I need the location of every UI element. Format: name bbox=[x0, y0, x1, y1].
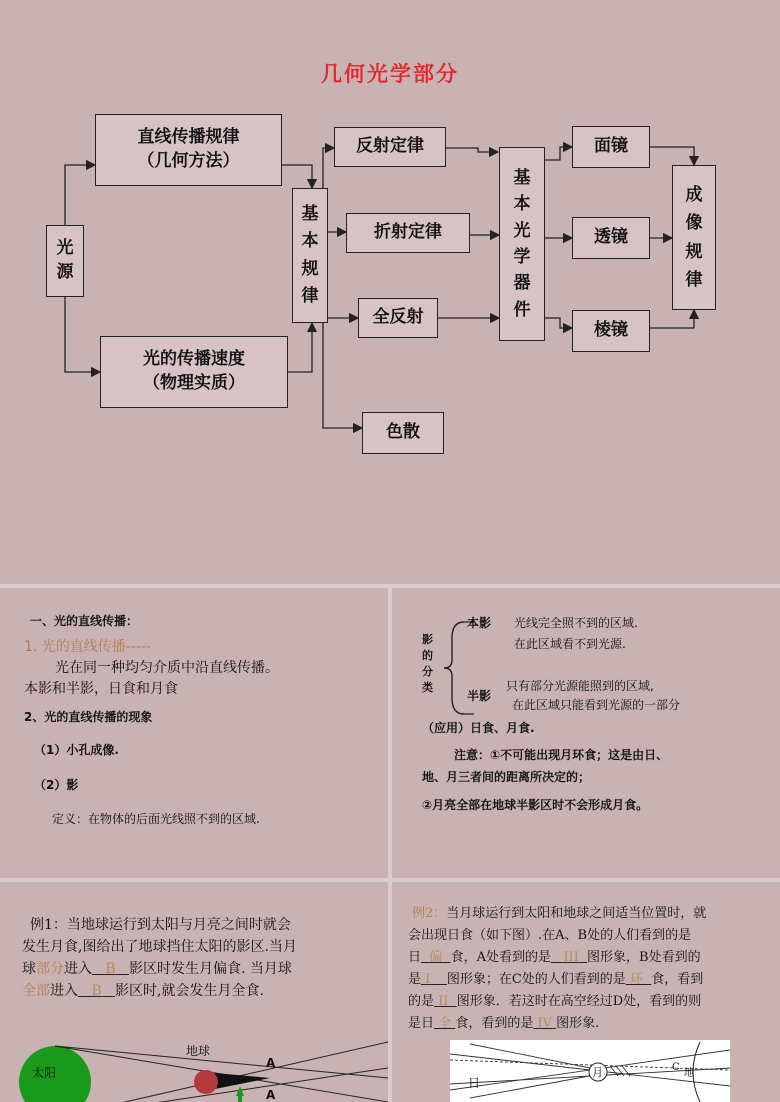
definition-line: 光在同一种均匀介质中沿直线传播。 bbox=[55, 660, 279, 676]
umbra-label: 本影 bbox=[467, 616, 492, 630]
penumbra-label: 半影 bbox=[467, 689, 492, 703]
example-2-panel bbox=[392, 882, 780, 1102]
prism-box bbox=[572, 310, 650, 352]
instruments-char: 光 bbox=[513, 220, 531, 241]
straight-propagation-panel bbox=[0, 588, 388, 878]
example1-line-2: 发生月食,图给出了地球挡住太阳的影区.当月 bbox=[22, 939, 297, 955]
basic-law-char: 律 bbox=[301, 285, 319, 306]
shadow-definition: 定义：在物体的后面光线照不到的区域. bbox=[52, 812, 260, 826]
c-label: C bbox=[672, 1062, 680, 1073]
label-a-lower: A bbox=[266, 1088, 276, 1102]
answer: 环 bbox=[629, 972, 643, 987]
example-1-panel bbox=[0, 882, 388, 1102]
text: 球 bbox=[22, 961, 36, 977]
instruments-char: 基 bbox=[513, 167, 531, 188]
umbra-desc-2: 在此区域看不到光源. bbox=[514, 637, 626, 651]
answer: III bbox=[563, 950, 579, 965]
example2-line-6 bbox=[408, 1012, 599, 1031]
text: 进入 bbox=[50, 983, 78, 999]
answer-b: B bbox=[105, 961, 116, 977]
straight-law-box bbox=[95, 114, 282, 186]
text: 图形象．若这时在高空经过D处，看到的则 bbox=[456, 994, 702, 1009]
imaging-char: 像 bbox=[685, 213, 703, 234]
mirror-box bbox=[572, 126, 650, 168]
text: 是日 bbox=[408, 1016, 435, 1031]
label-a-upper: A bbox=[266, 1056, 276, 1070]
reflection-box bbox=[334, 127, 446, 167]
speed-sublabel: （物理实质） bbox=[143, 373, 245, 393]
instruments-char: 学 bbox=[513, 247, 531, 267]
shadow-label-char: 影 bbox=[422, 633, 433, 646]
example1-line-3 bbox=[22, 958, 292, 978]
moon-label: 月 bbox=[592, 1066, 603, 1079]
imaging-char: 成 bbox=[685, 185, 703, 206]
subheading-1: 1. 光的直线传播----- bbox=[24, 639, 152, 655]
basic-law-char: 本 bbox=[301, 231, 319, 252]
light-source-box bbox=[46, 225, 84, 297]
blank-answer bbox=[626, 972, 651, 987]
mirror-label: 面镜 bbox=[594, 136, 628, 157]
text: 图形象；在C处的人们看到的是 bbox=[446, 972, 626, 987]
shadow-classification-panel bbox=[392, 588, 780, 878]
example2-line-1 bbox=[412, 902, 706, 921]
note-line-3: ②月亮全部在地球半影区时不会形成月食。 bbox=[422, 798, 649, 812]
imaging-box bbox=[672, 165, 716, 310]
instruments-box bbox=[499, 147, 545, 341]
item-shadow: （2）影 bbox=[34, 778, 79, 792]
application-line: （应用）日食、月食. bbox=[422, 721, 535, 735]
imaging-char: 规 bbox=[685, 241, 703, 262]
lens-box bbox=[572, 217, 650, 259]
answer: I bbox=[425, 972, 431, 987]
example1-line-4 bbox=[22, 980, 264, 1000]
example1-line-1: 例1：当地球运行到太阳与月亮之间时就会 bbox=[30, 917, 291, 933]
blank-answer bbox=[434, 1016, 455, 1031]
refraction-box bbox=[346, 213, 470, 253]
reflection-label: 反射定律 bbox=[356, 136, 424, 157]
blank-answer bbox=[421, 972, 447, 987]
basic-law-char: 基 bbox=[301, 204, 319, 225]
answer-b: B bbox=[91, 983, 102, 999]
answer: 偏 bbox=[429, 950, 443, 965]
dispersion-label: 色散 bbox=[386, 422, 420, 443]
item-pinhole: （1）小孔成像. bbox=[34, 743, 119, 757]
text: 影区时发生月偏食. 当月球 bbox=[129, 961, 292, 977]
example2-line-4 bbox=[408, 968, 703, 987]
text: 影区时,就会发生月全食. bbox=[115, 983, 264, 999]
answer: II bbox=[438, 994, 449, 1009]
section-heading: 一、光的直线传播： bbox=[30, 614, 139, 628]
speed-label: 光的传播速度 bbox=[143, 349, 245, 370]
blank-answer bbox=[434, 994, 457, 1009]
shadow-label bbox=[422, 632, 436, 696]
sun-label: 太阳 bbox=[32, 1066, 57, 1080]
imaging-char: 律 bbox=[685, 269, 703, 290]
blank-answer bbox=[92, 961, 129, 977]
text: 食，看到的是 bbox=[455, 1016, 534, 1031]
straight-law-sublabel: （几何方法） bbox=[137, 151, 240, 171]
blank-answer bbox=[78, 983, 115, 999]
answer-full: 全部 bbox=[22, 983, 50, 999]
text: 的是 bbox=[408, 994, 435, 1009]
shadow-label-char: 类 bbox=[422, 680, 433, 694]
earth-label: 地球 bbox=[186, 1044, 211, 1058]
blank-answer bbox=[421, 950, 451, 965]
instruments-char: 器 bbox=[513, 273, 531, 294]
penumbra-desc-1: 只有部分光源能照到的区域, bbox=[506, 679, 654, 693]
earth-label: 地 bbox=[684, 1068, 694, 1079]
basic-law-char: 规 bbox=[301, 258, 319, 279]
example2-line-3 bbox=[408, 946, 701, 965]
blank-answer bbox=[551, 950, 587, 965]
text: 图形象. bbox=[556, 1016, 600, 1031]
basic-law-box bbox=[292, 188, 328, 323]
answer: 全 bbox=[438, 1016, 452, 1031]
example-label: 例2： bbox=[412, 906, 447, 921]
example2-line-2: 会出现日食（如下图）.在A、B处的人们看到的是 bbox=[408, 928, 692, 943]
lens-label: 透镜 bbox=[594, 227, 628, 248]
umbra-line: 本影和半影，日食和月食 bbox=[24, 681, 178, 697]
subheading-2: 2、光的直线传播的现象 bbox=[24, 710, 153, 724]
text: 食，看到 bbox=[651, 972, 704, 987]
straight-law-label: 直线传播规律 bbox=[137, 127, 240, 148]
instruments-char: 本 bbox=[513, 194, 531, 215]
prism-label: 棱镜 bbox=[594, 320, 628, 341]
note-line-2: 地、月三者间的距离所决定的； bbox=[422, 770, 591, 784]
instruments-char: 件 bbox=[513, 299, 531, 320]
umbra-desc-1: 光线完全照不到的区域. bbox=[514, 616, 638, 630]
text: 当月球运行到太阳和地球之间适当位置时，就 bbox=[446, 906, 707, 921]
note-line-1: 注意：①不可能出现月环食；这是由日、 bbox=[454, 748, 669, 762]
penumbra-desc-2: 在此区域只能看到光源的一部分 bbox=[512, 698, 681, 712]
blank-answer bbox=[533, 1016, 556, 1031]
text: 图形象，B处看到的 bbox=[587, 950, 701, 965]
shadow-label-char: 分 bbox=[422, 664, 433, 678]
text: 食，A处看到的是 bbox=[450, 950, 551, 965]
solar-eclipse-figure bbox=[450, 1040, 730, 1102]
text: 日 bbox=[408, 950, 422, 965]
answer-partial: 部分 bbox=[36, 961, 64, 977]
lunar-eclipse-figure bbox=[0, 1022, 388, 1102]
refraction-label: 折射定律 bbox=[374, 222, 442, 243]
dispersion-box bbox=[362, 412, 444, 454]
total-reflection-label: 全反射 bbox=[372, 307, 424, 328]
page-title: 几何光学部分 bbox=[321, 62, 459, 86]
example2-line-5 bbox=[408, 990, 701, 1009]
light-source-char: 光 bbox=[56, 238, 74, 259]
sun-label: 日 bbox=[468, 1076, 481, 1090]
total-reflection-box bbox=[358, 298, 438, 338]
text: 是 bbox=[408, 972, 422, 987]
speed-box bbox=[100, 336, 288, 408]
light-source-char: 源 bbox=[56, 262, 74, 282]
shadow-label-char: 的 bbox=[422, 648, 433, 662]
text: 进入 bbox=[64, 961, 92, 977]
answer: IV bbox=[537, 1016, 552, 1031]
